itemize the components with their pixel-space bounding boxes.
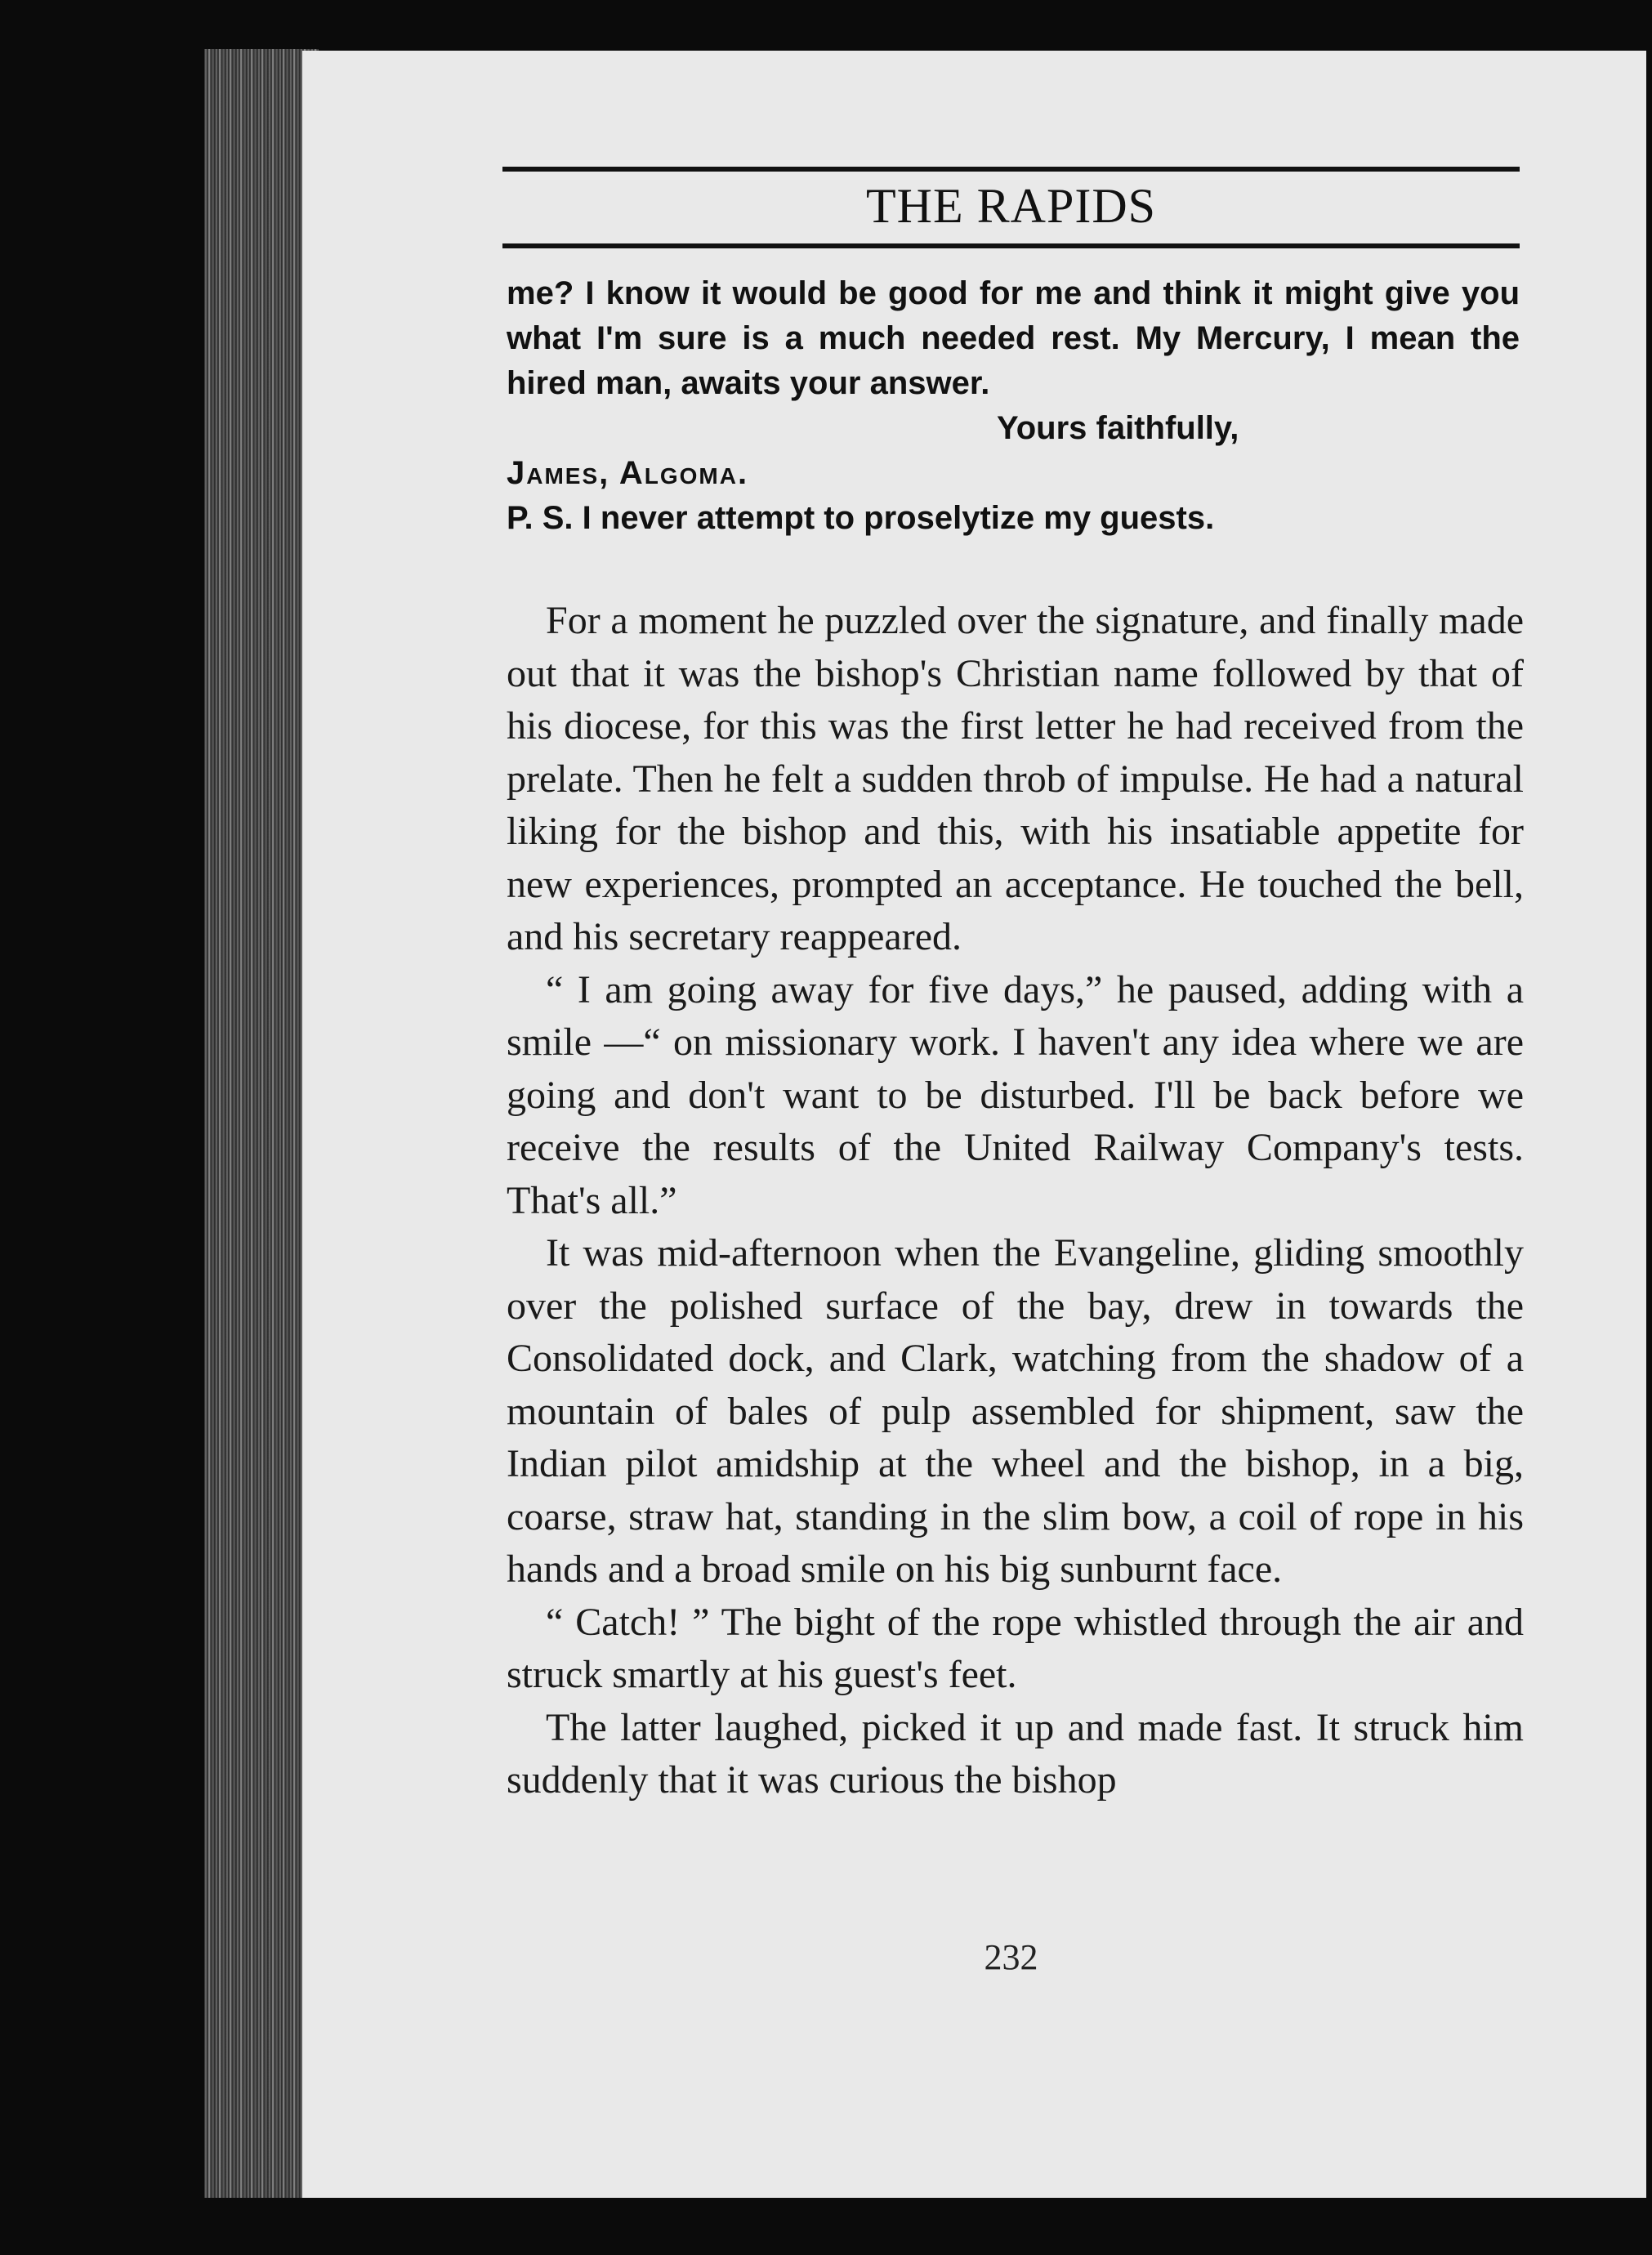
body-text	[507, 595, 1524, 1807]
paragraph: “ Catch! ” The bight of the rope whistled through the air and struck smartly at his guest's feet.	[507, 1600, 1524, 1696]
letter-body: me? I know it would be good for me and think it might give you what I'm sure is a much needed rest. My Mercury, I mean the hired man, awaits your answer.	[507, 275, 1520, 401]
letter-block	[507, 271, 1520, 541]
paragraph: It was mid-afternoon when the Evangeline, gliding smoothly over the polished surface of the bay, drew in towards the Consolidated dock, and Clark, watching from the shadow of a mountain of bales of pulp assembled for shipment, saw the Indian pilot amidship at the wheel and the bishop, in a big, coarse, straw hat, standing in the slim bow, a coil of rope in his hands and a broad smile on his big sunburnt face.	[507, 1231, 1524, 1591]
letter-postscript: P. S. I never attempt to proselytize my guests.	[507, 500, 1215, 536]
paragraph: For a moment he puzzled over the signature, and finally made out that it was the bishop's Christian name followed by that of his diocese, for this was the first letter he had received from the prelate. Then he felt a sudden throb of impulse. He had a natural liking for the bishop and this, with his insatiable appetite for new experiences, prompted an acceptance. He touched the bell, and his secretary reappeared.	[507, 599, 1524, 958]
page-edges	[204, 49, 319, 2198]
paragraph: “ I am going away for five days,” he paused, adding with a smile —“ on missionary work. I haven't any idea where we are going and don't want to be disturbed. I'll be back before we receive the results of the United Railway Company's tests. That's all.”	[507, 967, 1524, 1222]
letter-closing: Yours faithfully,	[997, 410, 1239, 446]
page-number: 232	[984, 1937, 1038, 1977]
header-rule-top	[502, 167, 1520, 172]
paragraph: The latter laughed, picked it up and made fast. It struck him suddenly that it was curious the bishop	[507, 1705, 1524, 1802]
header-rule-bottom	[502, 243, 1520, 248]
running-head: THE RAPIDS	[865, 179, 1157, 233]
letter-signature: James, Algoma.	[507, 455, 749, 491]
